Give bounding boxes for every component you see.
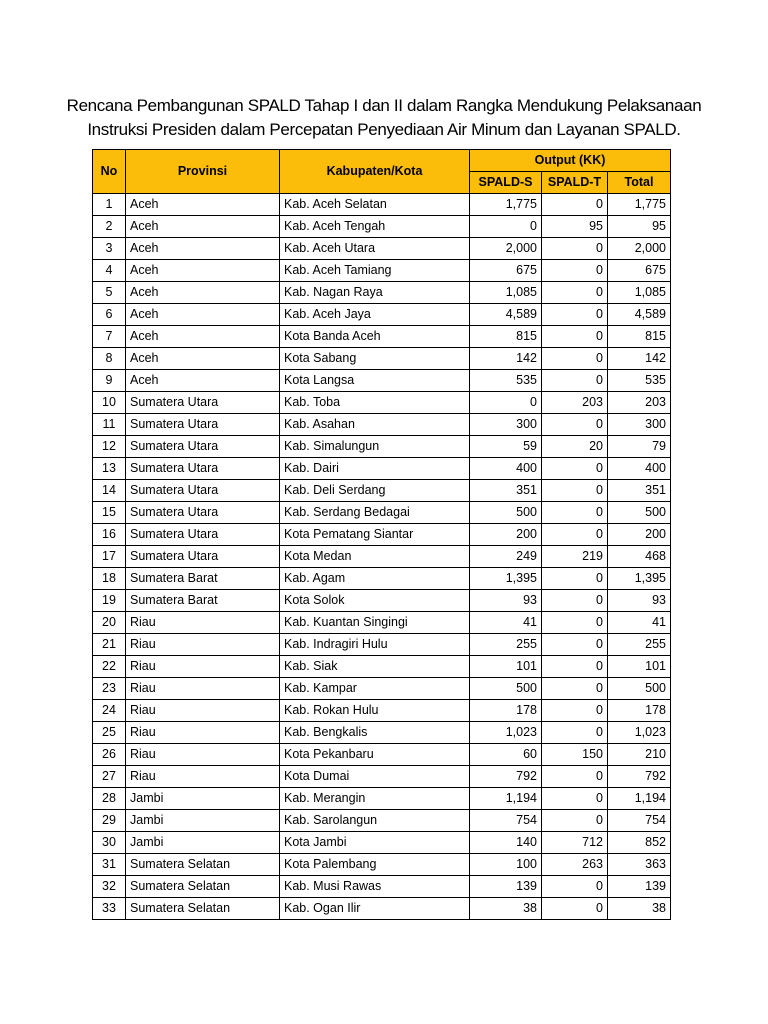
cell-provinsi: Riau (126, 722, 280, 744)
cell-no: 3 (93, 238, 126, 260)
cell-spald-s: 38 (470, 898, 542, 920)
cell-spald-t: 20 (542, 436, 608, 458)
table-row (93, 722, 671, 744)
cell-no: 22 (93, 656, 126, 678)
cell-provinsi: Aceh (126, 194, 280, 216)
cell-spald-t: 0 (542, 568, 608, 590)
cell-provinsi: Aceh (126, 238, 280, 260)
title-line-1: Rencana Pembangunan SPALD Tahap I dan II dalam Rangka Mendukung Pelaksanaan (66, 96, 702, 115)
document-title (0, 94, 768, 142)
cell-no: 12 (93, 436, 126, 458)
cell-no: 11 (93, 414, 126, 436)
cell-spald-s: 500 (470, 678, 542, 700)
cell-total: 535 (608, 370, 671, 392)
cell-kabupaten-kota: Kab. Ogan Ilir (280, 898, 470, 920)
cell-provinsi: Jambi (126, 810, 280, 832)
cell-no: 9 (93, 370, 126, 392)
table-row (93, 568, 671, 590)
cell-spald-s: 59 (470, 436, 542, 458)
cell-total: 754 (608, 810, 671, 832)
cell-total: 210 (608, 744, 671, 766)
cell-provinsi: Sumatera Utara (126, 392, 280, 414)
table-row (93, 348, 671, 370)
cell-spald-t: 95 (542, 216, 608, 238)
table-row (93, 744, 671, 766)
cell-provinsi: Aceh (126, 370, 280, 392)
cell-total: 142 (608, 348, 671, 370)
cell-total: 1,395 (608, 568, 671, 590)
cell-spald-s: 675 (470, 260, 542, 282)
cell-spald-s: 754 (470, 810, 542, 832)
cell-spald-t: 0 (542, 876, 608, 898)
cell-provinsi: Sumatera Selatan (126, 876, 280, 898)
cell-total: 468 (608, 546, 671, 568)
cell-no: 27 (93, 766, 126, 788)
table-row (93, 326, 671, 348)
cell-kabupaten-kota: Kota Sabang (280, 348, 470, 370)
title-line-2: Instruksi Presiden dalam Percepatan Penyediaan Air Minum dan Layanan SPALD. (87, 120, 681, 139)
cell-provinsi: Sumatera Utara (126, 546, 280, 568)
cell-total: 38 (608, 898, 671, 920)
cell-spald-t: 0 (542, 678, 608, 700)
table-row (93, 194, 671, 216)
cell-kabupaten-kota: Kab. Musi Rawas (280, 876, 470, 898)
table-row (93, 788, 671, 810)
cell-total: 255 (608, 634, 671, 656)
cell-spald-t: 203 (542, 392, 608, 414)
cell-spald-t: 0 (542, 326, 608, 348)
cell-total: 815 (608, 326, 671, 348)
cell-spald-s: 0 (470, 392, 542, 414)
cell-provinsi: Sumatera Utara (126, 524, 280, 546)
cell-spald-s: 351 (470, 480, 542, 502)
cell-provinsi: Sumatera Utara (126, 436, 280, 458)
cell-spald-t: 0 (542, 458, 608, 480)
cell-kabupaten-kota: Kota Langsa (280, 370, 470, 392)
cell-spald-t: 0 (542, 348, 608, 370)
cell-spald-s: 0 (470, 216, 542, 238)
cell-provinsi: Sumatera Utara (126, 414, 280, 436)
cell-provinsi: Sumatera Utara (126, 480, 280, 502)
cell-no: 4 (93, 260, 126, 282)
cell-spald-s: 249 (470, 546, 542, 568)
cell-spald-s: 178 (470, 700, 542, 722)
cell-spald-s: 500 (470, 502, 542, 524)
cell-kabupaten-kota: Kab. Aceh Jaya (280, 304, 470, 326)
cell-kabupaten-kota: Kab. Agam (280, 568, 470, 590)
cell-provinsi: Jambi (126, 788, 280, 810)
cell-no: 32 (93, 876, 126, 898)
table-row (93, 678, 671, 700)
cell-kabupaten-kota: Kab. Serdang Bedagai (280, 502, 470, 524)
cell-provinsi: Aceh (126, 260, 280, 282)
cell-spald-s: 1,775 (470, 194, 542, 216)
cell-total: 203 (608, 392, 671, 414)
cell-provinsi: Riau (126, 700, 280, 722)
cell-provinsi: Aceh (126, 326, 280, 348)
cell-spald-s: 142 (470, 348, 542, 370)
cell-spald-s: 792 (470, 766, 542, 788)
cell-kabupaten-kota: Kab. Merangin (280, 788, 470, 810)
cell-no: 31 (93, 854, 126, 876)
cell-total: 2,000 (608, 238, 671, 260)
cell-kabupaten-kota: Kab. Aceh Tamiang (280, 260, 470, 282)
cell-total: 139 (608, 876, 671, 898)
cell-no: 5 (93, 282, 126, 304)
cell-kabupaten-kota: Kota Pematang Siantar (280, 524, 470, 546)
table-row (93, 524, 671, 546)
table-row (93, 370, 671, 392)
cell-spald-t: 0 (542, 700, 608, 722)
cell-total: 1,775 (608, 194, 671, 216)
cell-total: 351 (608, 480, 671, 502)
cell-spald-t: 0 (542, 656, 608, 678)
cell-provinsi: Sumatera Barat (126, 568, 280, 590)
cell-spald-t: 0 (542, 370, 608, 392)
header-no: No (93, 150, 126, 194)
cell-spald-t: 0 (542, 238, 608, 260)
cell-kabupaten-kota: Kota Banda Aceh (280, 326, 470, 348)
header-provinsi: Provinsi (126, 150, 280, 194)
cell-kabupaten-kota: Kab. Sarolangun (280, 810, 470, 832)
cell-spald-t: 0 (542, 524, 608, 546)
cell-spald-t: 0 (542, 304, 608, 326)
cell-spald-s: 815 (470, 326, 542, 348)
table-row (93, 282, 671, 304)
cell-no: 7 (93, 326, 126, 348)
cell-kabupaten-kota: Kab. Kuantan Singingi (280, 612, 470, 634)
cell-no: 29 (93, 810, 126, 832)
cell-total: 1,194 (608, 788, 671, 810)
cell-total: 1,085 (608, 282, 671, 304)
table-row (93, 612, 671, 634)
cell-kabupaten-kota: Kab. Asahan (280, 414, 470, 436)
header-kabupaten-kota: Kabupaten/Kota (280, 150, 470, 194)
cell-no: 19 (93, 590, 126, 612)
table-row (93, 832, 671, 854)
cell-provinsi: Sumatera Barat (126, 590, 280, 612)
header-spald-s: SPALD-S (470, 172, 542, 194)
cell-spald-s: 255 (470, 634, 542, 656)
cell-spald-t: 0 (542, 634, 608, 656)
cell-no: 6 (93, 304, 126, 326)
cell-no: 15 (93, 502, 126, 524)
cell-spald-s: 2,000 (470, 238, 542, 260)
spald-table (92, 149, 671, 920)
table-row (93, 260, 671, 282)
cell-total: 675 (608, 260, 671, 282)
header-output-kk: Output (KK) (470, 150, 671, 172)
cell-spald-t: 0 (542, 722, 608, 744)
table-row (93, 414, 671, 436)
table-row (93, 436, 671, 458)
cell-total: 41 (608, 612, 671, 634)
cell-spald-s: 60 (470, 744, 542, 766)
cell-no: 16 (93, 524, 126, 546)
cell-no: 10 (93, 392, 126, 414)
cell-spald-s: 535 (470, 370, 542, 392)
cell-provinsi: Riau (126, 656, 280, 678)
cell-spald-t: 150 (542, 744, 608, 766)
cell-no: 30 (93, 832, 126, 854)
cell-kabupaten-kota: Kota Jambi (280, 832, 470, 854)
cell-kabupaten-kota: Kota Solok (280, 590, 470, 612)
cell-kabupaten-kota: Kab. Rokan Hulu (280, 700, 470, 722)
cell-total: 500 (608, 502, 671, 524)
cell-total: 101 (608, 656, 671, 678)
cell-spald-t: 0 (542, 810, 608, 832)
cell-no: 20 (93, 612, 126, 634)
table-row (93, 502, 671, 524)
cell-kabupaten-kota: Kab. Indragiri Hulu (280, 634, 470, 656)
cell-no: 17 (93, 546, 126, 568)
table-header (93, 150, 671, 194)
cell-provinsi: Riau (126, 612, 280, 634)
table-row (93, 458, 671, 480)
cell-no: 13 (93, 458, 126, 480)
cell-total: 95 (608, 216, 671, 238)
cell-spald-s: 101 (470, 656, 542, 678)
cell-provinsi: Aceh (126, 304, 280, 326)
cell-kabupaten-kota: Kota Medan (280, 546, 470, 568)
cell-spald-t: 0 (542, 480, 608, 502)
cell-total: 4,589 (608, 304, 671, 326)
table-row (93, 854, 671, 876)
cell-kabupaten-kota: Kab. Siak (280, 656, 470, 678)
cell-kabupaten-kota: Kab. Aceh Utara (280, 238, 470, 260)
cell-spald-t: 0 (542, 766, 608, 788)
cell-kabupaten-kota: Kab. Kampar (280, 678, 470, 700)
cell-spald-t: 219 (542, 546, 608, 568)
table-row (93, 304, 671, 326)
cell-spald-t: 0 (542, 898, 608, 920)
cell-total: 79 (608, 436, 671, 458)
cell-spald-s: 1,194 (470, 788, 542, 810)
cell-kabupaten-kota: Kab. Aceh Selatan (280, 194, 470, 216)
cell-total: 200 (608, 524, 671, 546)
cell-total: 852 (608, 832, 671, 854)
cell-spald-t: 0 (542, 282, 608, 304)
cell-spald-s: 100 (470, 854, 542, 876)
cell-spald-t: 0 (542, 612, 608, 634)
cell-provinsi: Aceh (126, 282, 280, 304)
cell-kabupaten-kota: Kab. Dairi (280, 458, 470, 480)
table-row (93, 898, 671, 920)
cell-spald-t: 263 (542, 854, 608, 876)
cell-provinsi: Aceh (126, 216, 280, 238)
cell-no: 21 (93, 634, 126, 656)
cell-spald-s: 41 (470, 612, 542, 634)
cell-no: 18 (93, 568, 126, 590)
table-body (93, 194, 671, 920)
table-row (93, 392, 671, 414)
cell-provinsi: Jambi (126, 832, 280, 854)
cell-provinsi: Aceh (126, 348, 280, 370)
cell-kabupaten-kota: Kota Dumai (280, 766, 470, 788)
cell-spald-s: 93 (470, 590, 542, 612)
cell-spald-s: 4,589 (470, 304, 542, 326)
cell-kabupaten-kota: Kab. Bengkalis (280, 722, 470, 744)
cell-provinsi: Sumatera Utara (126, 458, 280, 480)
cell-no: 23 (93, 678, 126, 700)
cell-provinsi: Riau (126, 766, 280, 788)
table-row (93, 656, 671, 678)
cell-kabupaten-kota: Kab. Aceh Tengah (280, 216, 470, 238)
cell-spald-t: 0 (542, 502, 608, 524)
cell-spald-s: 1,085 (470, 282, 542, 304)
cell-kabupaten-kota: Kota Pekanbaru (280, 744, 470, 766)
cell-total: 363 (608, 854, 671, 876)
cell-total: 93 (608, 590, 671, 612)
cell-no: 2 (93, 216, 126, 238)
cell-spald-s: 300 (470, 414, 542, 436)
cell-kabupaten-kota: Kab. Deli Serdang (280, 480, 470, 502)
cell-spald-t: 0 (542, 194, 608, 216)
table-row (93, 700, 671, 722)
cell-provinsi: Riau (126, 744, 280, 766)
cell-no: 33 (93, 898, 126, 920)
cell-spald-t: 0 (542, 590, 608, 612)
cell-spald-s: 139 (470, 876, 542, 898)
table-row (93, 590, 671, 612)
cell-total: 792 (608, 766, 671, 788)
cell-total: 400 (608, 458, 671, 480)
table-row (93, 238, 671, 260)
table-row (93, 216, 671, 238)
header-spald-t: SPALD-T (542, 172, 608, 194)
cell-no: 25 (93, 722, 126, 744)
cell-spald-t: 0 (542, 260, 608, 282)
cell-spald-t: 0 (542, 788, 608, 810)
cell-total: 1,023 (608, 722, 671, 744)
cell-spald-s: 1,395 (470, 568, 542, 590)
cell-total: 300 (608, 414, 671, 436)
cell-kabupaten-kota: Kab. Nagan Raya (280, 282, 470, 304)
cell-no: 8 (93, 348, 126, 370)
cell-spald-s: 400 (470, 458, 542, 480)
cell-provinsi: Sumatera Selatan (126, 854, 280, 876)
cell-spald-s: 140 (470, 832, 542, 854)
cell-spald-s: 200 (470, 524, 542, 546)
header-total: Total (608, 172, 671, 194)
cell-provinsi: Sumatera Selatan (126, 898, 280, 920)
cell-no: 28 (93, 788, 126, 810)
cell-total: 178 (608, 700, 671, 722)
cell-spald-s: 1,023 (470, 722, 542, 744)
table-row (93, 876, 671, 898)
table-row (93, 810, 671, 832)
table-row (93, 766, 671, 788)
cell-total: 500 (608, 678, 671, 700)
cell-no: 24 (93, 700, 126, 722)
cell-kabupaten-kota: Kab. Toba (280, 392, 470, 414)
cell-provinsi: Sumatera Utara (126, 502, 280, 524)
cell-provinsi: Riau (126, 634, 280, 656)
table-row (93, 480, 671, 502)
table-row (93, 634, 671, 656)
cell-provinsi: Riau (126, 678, 280, 700)
cell-kabupaten-kota: Kab. Simalungun (280, 436, 470, 458)
cell-no: 1 (93, 194, 126, 216)
cell-spald-t: 712 (542, 832, 608, 854)
cell-spald-t: 0 (542, 414, 608, 436)
table-row (93, 546, 671, 568)
cell-no: 14 (93, 480, 126, 502)
cell-no: 26 (93, 744, 126, 766)
cell-kabupaten-kota: Kota Palembang (280, 854, 470, 876)
